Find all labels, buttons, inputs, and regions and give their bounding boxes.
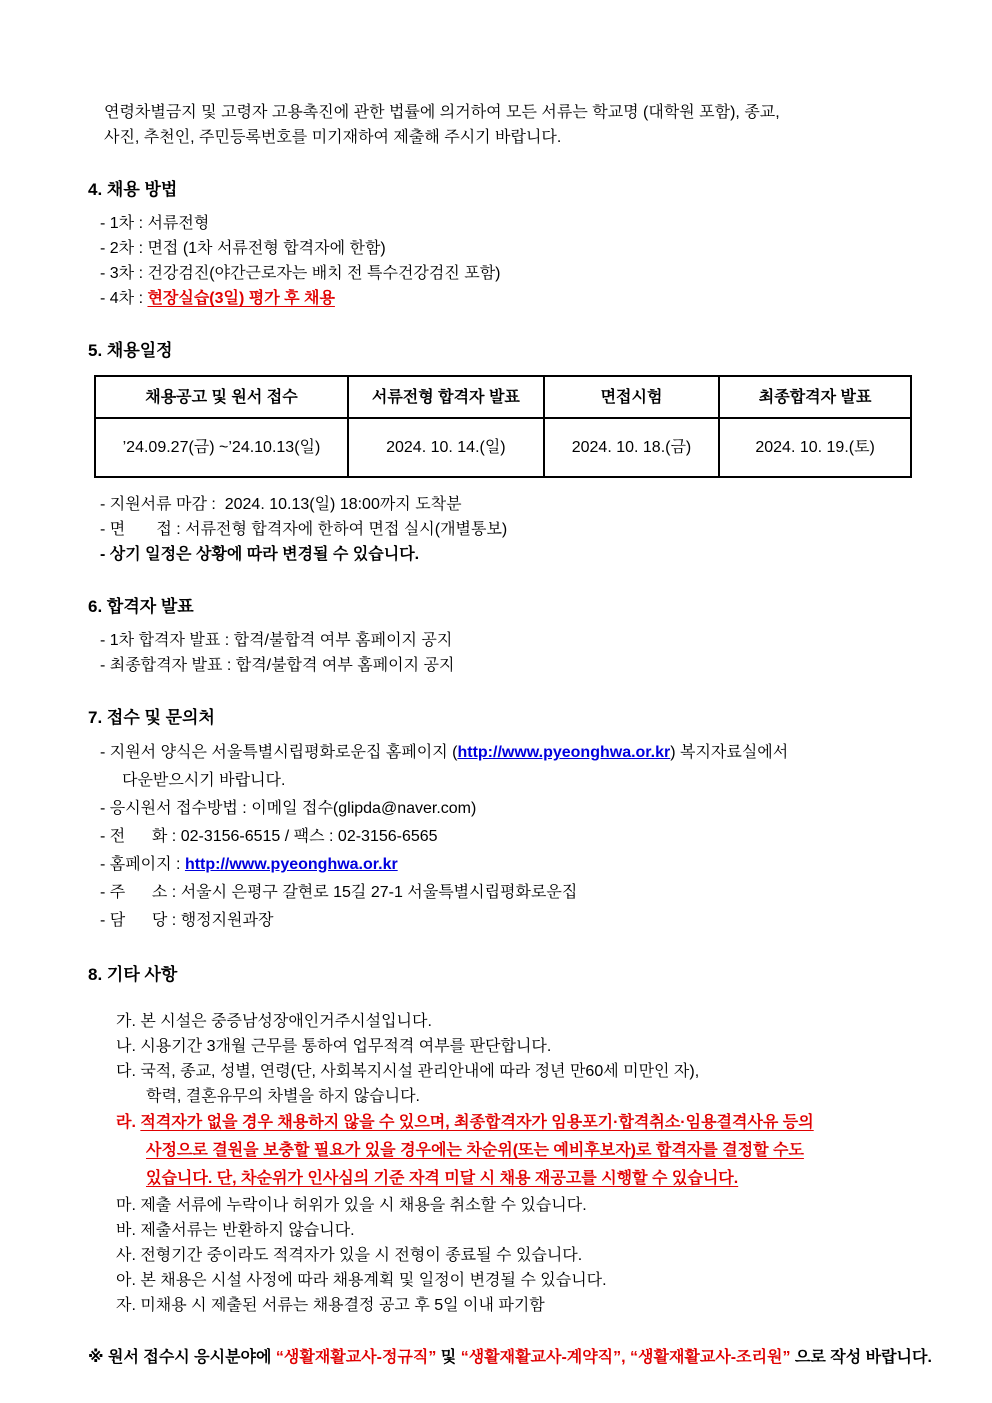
list-item: - 2차 : 면접 (1차 서류전형 합격자에 한함) — [100, 240, 386, 257]
schedule-table — [94, 375, 912, 478]
footnote-highlight: “생활재활교사-계약직”, — [460, 1349, 626, 1366]
section-recruit-method — [88, 177, 952, 311]
list-item: 사. 전형기간 중이라도 적격자가 있을 시 전형이 종료될 수 있습니다. — [116, 1247, 583, 1264]
note-line: - 면 접 : 서류전형 합격자에 한하여 면접 실시(개별통보) — [100, 521, 508, 538]
footnote-text: ※ 원서 접수시 응시분야에 — [88, 1349, 276, 1366]
list-item-important — [116, 1109, 952, 1137]
method-items — [100, 211, 952, 311]
table-row — [95, 418, 911, 477]
schedule-cell: ’24.09.27(금) ~’24.10.13(일) — [95, 418, 348, 477]
list-item-continuation: 다운받으시기 바랍니다. — [122, 772, 286, 789]
section-heading: 7. 접수 및 문의처 — [88, 708, 215, 727]
list-item: 마. 제출 서류에 누락이나 허위가 있을 시 채용을 취소할 수 있습니다. — [116, 1197, 587, 1214]
list-item: 아. 본 채용은 시설 사정에 따라 채용계획 및 일정이 변경될 수 있습니다. — [116, 1272, 607, 1289]
announcement-items — [100, 628, 952, 678]
footnote-highlight: “생활재활교사-정규직” — [275, 1349, 437, 1366]
list-item: - 최종합격자 발표 : 합격/불합격 여부 홈페이지 공지 — [100, 657, 455, 674]
homepage-link[interactable]: http://www.pyeonghwa.or.kr — [184, 856, 398, 873]
list-item: - 3차 : 건강검진(야간근로자는 배치 전 특수건강검진 포함) — [100, 265, 501, 282]
highlighted-text: 사정으로 결원을 보충할 필요가 있을 경우에는 차순위(또는 예비후보자)로 합격자를 결정할 수도 — [146, 1142, 804, 1159]
schedule-col-header: 최종합격자 발표 — [719, 376, 911, 418]
schedule-cell: 2024. 10. 14.(일) — [348, 418, 544, 477]
highlighted-text: 있습니다. 단, 차순위가 인사심의 기준 자격 미달 시 채용 재공고를 시행할 수 있습니다. — [146, 1170, 739, 1187]
item-prefix: 라. — [116, 1114, 141, 1131]
intro-paragraph — [104, 100, 952, 150]
list-item-important — [146, 1137, 952, 1165]
footnote-text: 및 — [436, 1349, 461, 1366]
highlighted-text: 현장실습(3일) 평가 후 채용 — [147, 290, 335, 307]
list-item-important — [146, 1165, 952, 1193]
list-item: - 담 당 : 행정지원과장 — [100, 912, 274, 929]
schedule-notes — [100, 492, 952, 567]
schedule-cell: 2024. 10. 19.(토) — [719, 418, 911, 477]
homepage-link[interactable]: http://www.pyeonghwa.or.kr — [457, 744, 671, 761]
intro-line: 연령차별금지 및 고령자 고용촉진에 관한 법률에 의거하여 모든 서류는 학교명 (대학원 포함), 종교, — [104, 104, 780, 121]
list-item: - 주 소 : 서울시 은평구 갈현로 15길 27-1 서울특별시립평화로운집 — [100, 884, 578, 901]
schedule-cell: 2024. 10. 18.(금) — [544, 418, 719, 477]
section-announcement — [88, 594, 952, 678]
list-item: 가. 본 시설은 중증남성장애인거주시설입니다. — [116, 1013, 432, 1030]
footnote-text: 으로 작성 바랍니다. — [790, 1349, 932, 1366]
list-item-continuation: 학력, 결혼유무의 차별을 하지 않습니다. — [146, 1088, 420, 1105]
list-item: - 응시원서 접수방법 : 이메일 접수(glipda@naver.com) — [100, 800, 477, 817]
section-schedule — [88, 338, 952, 567]
section-heading: 6. 합격자 발표 — [88, 597, 194, 616]
list-item: 나. 시용기간 3개월 근무를 통하여 업무적격 여부를 판단합니다. — [116, 1038, 552, 1055]
list-item: - 전 화 : 02-3156-6515 / 팩스 : 02-3156-6565 — [100, 828, 438, 845]
footnote-highlight: “생활재활교사-조리원” — [630, 1349, 791, 1366]
list-item — [100, 739, 952, 767]
section-heading: 5. 채용일정 — [88, 341, 173, 360]
item-prefix: - 홈페이지 : — [100, 856, 185, 873]
schedule-col-header: 면접시험 — [544, 376, 719, 418]
section-etc — [88, 962, 952, 1318]
list-item: - 1차 합격자 발표 : 합격/불합격 여부 홈페이지 공지 — [100, 632, 453, 649]
section-heading: 8. 기타 사항 — [88, 965, 178, 984]
highlighted-text: 적격자가 없을 경우 채용하지 않을 수 있으며, 최종합격자가 임용포기·합격취소·임용결격사유 등의 — [140, 1114, 814, 1131]
list-item: 바. 제출서류는 반환하지 않습니다. — [116, 1222, 355, 1239]
section-contact — [88, 705, 952, 935]
list-item: 다. 국적, 종교, 성별, 연령(단, 사회복지시설 관리안내에 따라 정년 만60세 미만인 자), — [116, 1063, 700, 1080]
contact-items — [100, 739, 952, 935]
note-line: - 지원서류 마감 : 2024. 10.13(일) 18:00까지 도착분 — [100, 496, 462, 513]
item-prefix: - 지원서 양식은 서울특별시립평화로운집 홈페이지 ( — [100, 744, 458, 761]
note-line-bold: - 상기 일정은 상황에 따라 변경될 수 있습니다. — [100, 546, 420, 563]
list-item — [100, 851, 952, 879]
footnote — [88, 1344, 960, 1372]
schedule-col-header: 서류전형 합격자 발표 — [348, 376, 544, 418]
list-item — [100, 286, 952, 311]
list-item: - 1차 : 서류전형 — [100, 215, 210, 232]
item-suffix: ) 복지자료실에서 — [670, 744, 789, 761]
schedule-col-header: 채용공고 및 원서 접수 — [95, 376, 348, 418]
item-prefix: - 4차 : — [100, 290, 148, 307]
etc-items — [116, 1009, 952, 1318]
intro-line: 사진, 추천인, 주민등록번호를 미기재하여 제출해 주시기 바랍니다. — [104, 129, 562, 146]
list-item: 자. 미채용 시 제출된 서류는 채용결정 공고 후 5일 이내 파기함 — [116, 1297, 545, 1314]
section-heading: 4. 채용 방법 — [88, 180, 178, 199]
table-header-row — [95, 376, 911, 418]
